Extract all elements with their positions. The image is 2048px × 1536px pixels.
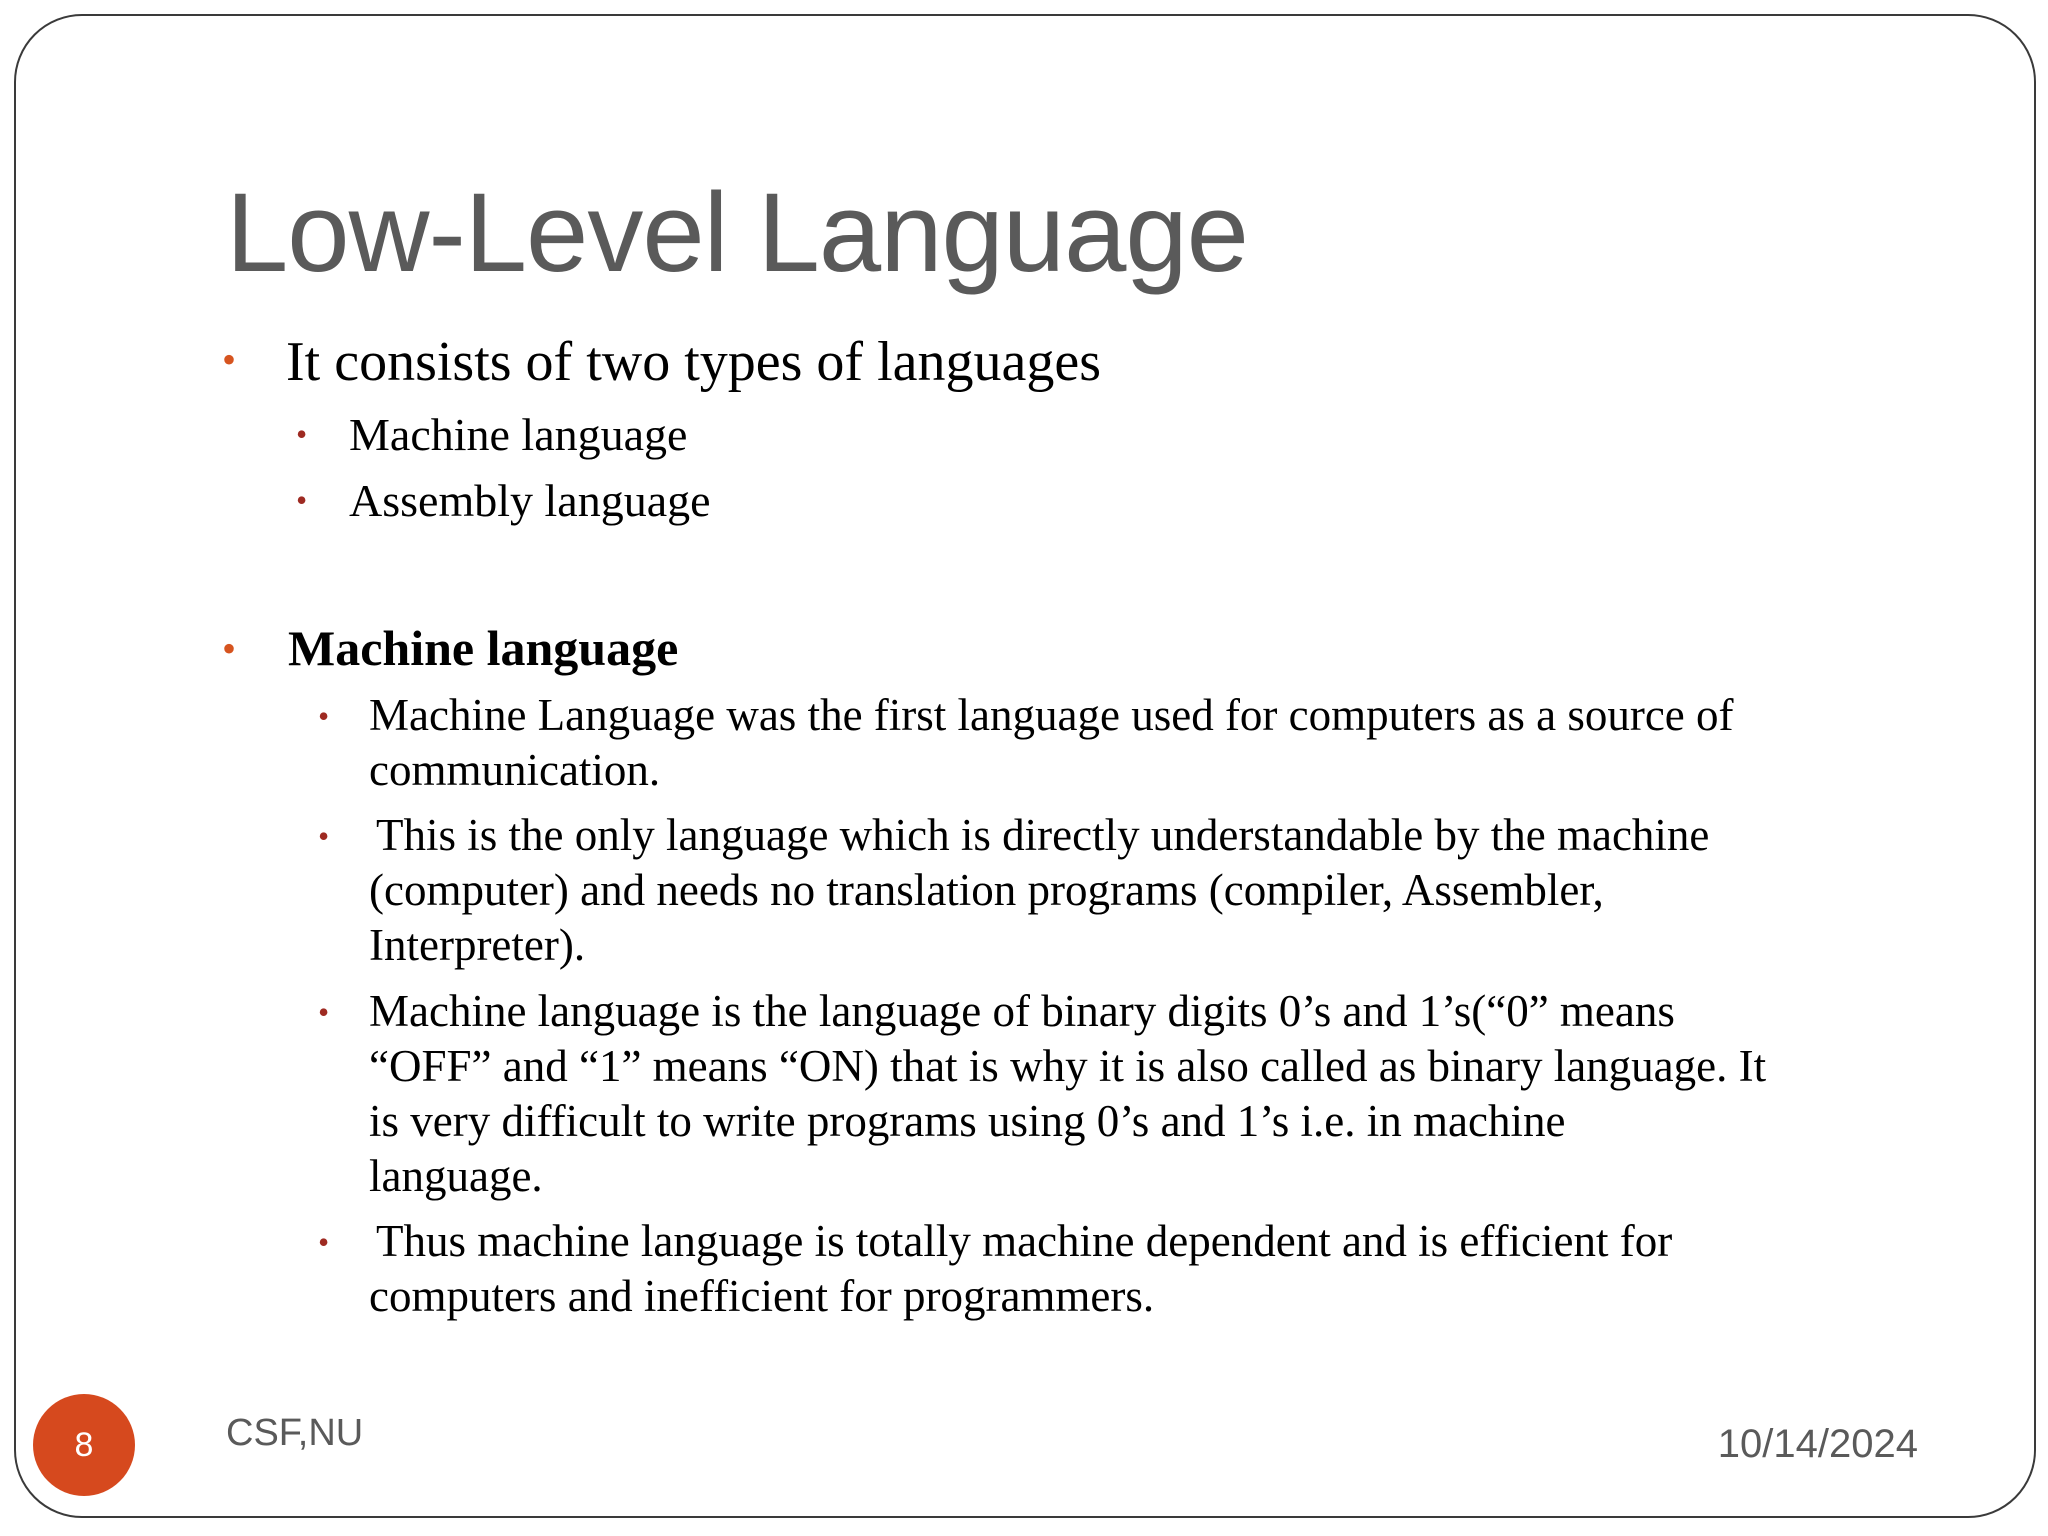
sub-bullet-dot: •	[318, 818, 330, 854]
slide-title: Low-Level Language	[226, 170, 1248, 295]
bullet-text: Machine language	[288, 620, 679, 676]
sub-bullet-line: (computer) and needs no translation programs (compiler, Assembler,	[369, 865, 1604, 915]
sub-bullet-text: Machine language	[349, 409, 688, 460]
sub-bullet-line: is very difficult to write programs using 0’s and 1’s i.e. in machine	[369, 1096, 1566, 1146]
sub-bullet-line: computers and inefficient for programmers.	[369, 1271, 1155, 1321]
sub-bullet-line: Interpreter).	[369, 920, 586, 970]
footer-text: CSF,NU	[226, 1412, 364, 1454]
sub-bullet-line: communication.	[369, 745, 661, 795]
sub-bullet-dot: •	[318, 698, 330, 734]
bullet-dot: •	[222, 337, 237, 382]
sub-bullet-line: Machine Language was the first language used for computers as a source of	[369, 690, 1734, 740]
sub-bullet-line: Machine language is the language of binary digits 0’s and 1’s(“0” means	[369, 986, 1675, 1036]
sub-bullet-dot: •	[318, 994, 330, 1030]
bullet-text: It consists of two types of languages	[286, 331, 1101, 393]
sub-bullet-text: Assembly language	[349, 475, 711, 526]
sub-bullet-line: language.	[369, 1151, 543, 1201]
sub-bullet-dot: •	[318, 1224, 330, 1260]
bullet-dot: •	[222, 626, 237, 671]
footer-date: 10/14/2024	[1717, 1422, 1918, 1466]
sub-bullet-line: Thus machine language is totally machine dependent and is efficient for	[376, 1216, 1673, 1266]
slide-number-badge: 8	[33, 1394, 135, 1496]
sub-bullet-dot: •	[296, 482, 308, 518]
sub-bullet-line: This is the only language which is directly understandable by the machine	[376, 810, 1710, 860]
sub-bullet-dot: •	[296, 416, 308, 452]
sub-bullet-line: “OFF” and “1” means “ON) that is why it is also called as binary language. It	[369, 1041, 1767, 1091]
